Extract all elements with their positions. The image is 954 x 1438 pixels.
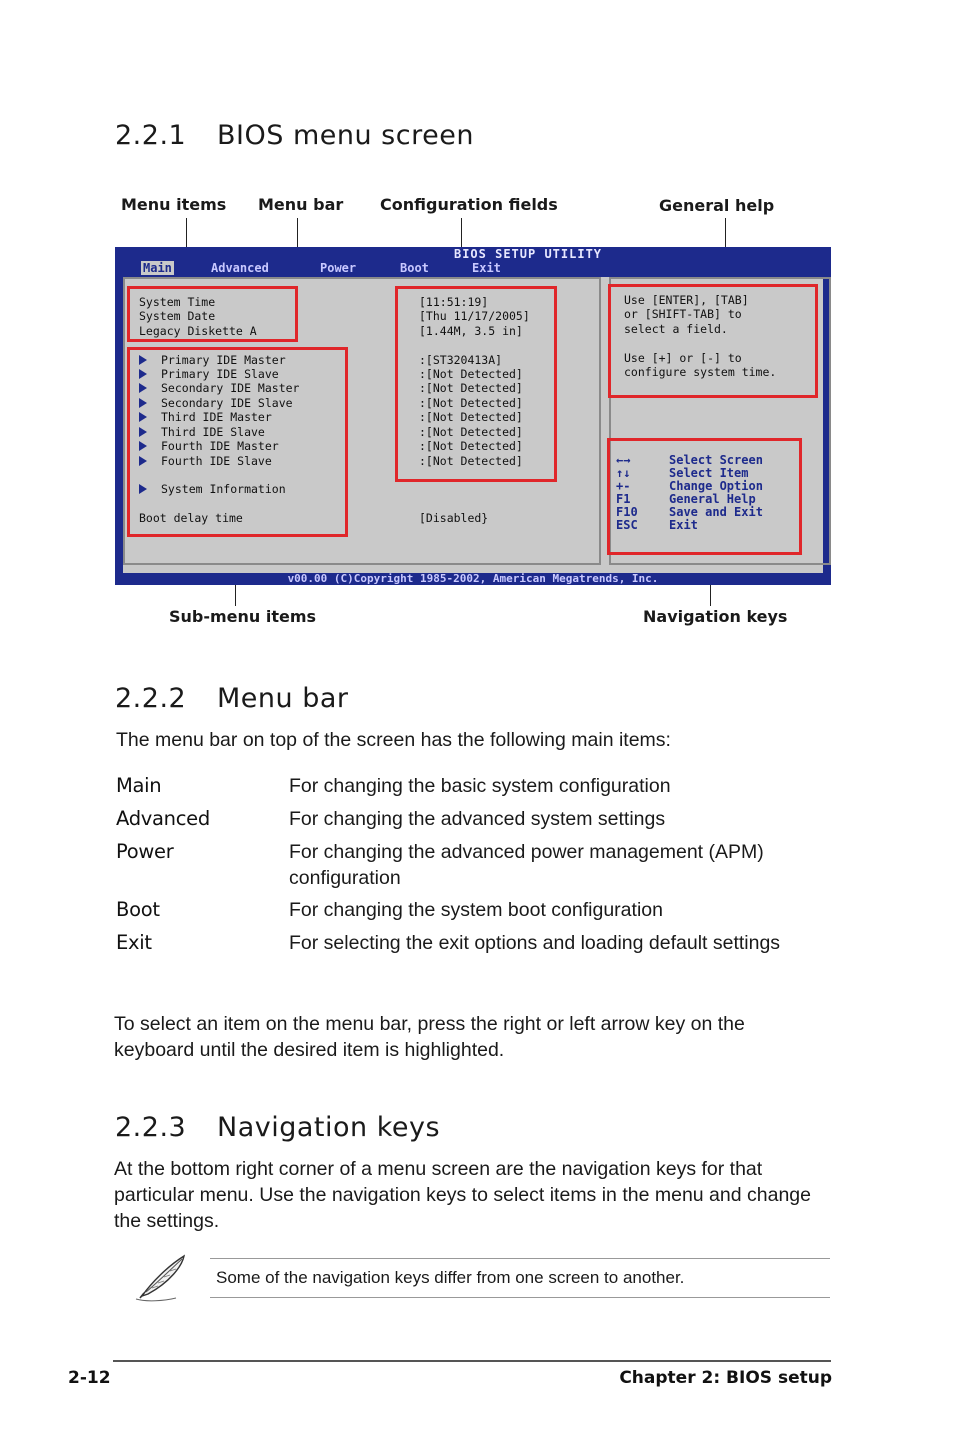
bios-help-line: or [SHIFT-TAB] to (624, 307, 742, 321)
bios-submenu[interactable]: Secondary IDE Slave (139, 396, 293, 411)
menu-bar-intro: The menu bar on top of the screen has the following main items: (116, 729, 671, 751)
section-heading-2-2-2: 2.2.2 Menu bar (115, 683, 349, 714)
highlight-menu-items (127, 286, 298, 342)
highlight-general-help (608, 284, 818, 398)
bios-submenu-value: :[Not Detected] (419, 425, 523, 439)
nav-key-action: Exit (669, 518, 698, 532)
bios-title: BIOS SETUP UTILITY (453, 247, 603, 261)
bios-help-line: select a field. (624, 322, 728, 336)
bios-menu-power[interactable]: Power (320, 261, 357, 275)
bios-submenu[interactable]: Third IDE Slave (139, 425, 265, 440)
desc-advanced: For changing the advanced system settings (289, 808, 666, 830)
footer-chapter: Chapter 2: BIOS setup (619, 1368, 832, 1388)
callout-sub-menu-items: Sub-menu items (169, 607, 317, 626)
bios-item-system-date[interactable]: System Date (139, 309, 216, 323)
bios-menu-advanced[interactable]: Advanced (211, 261, 269, 275)
bios-submenu-value: :[Not Detected] (419, 439, 523, 453)
bios-copyright-bar: v00.00 (C)Copyright 1985-2002, American Megatrends, Inc. (115, 573, 831, 585)
bios-help-line: Use [+] or [-] to (624, 351, 742, 365)
menu-bar-outro: To select an item on the menu bar, press the right or left arrow key on the keyboard until the desired item is highlighted. (114, 1013, 745, 1061)
bios-submenu[interactable]: Fourth IDE Slave (139, 454, 272, 469)
note-box (210, 1258, 830, 1298)
bios-help-line: configure system time. (624, 365, 777, 379)
bios-submenu[interactable]: Primary IDE Master (139, 353, 286, 368)
term-boot: Boot (116, 898, 160, 921)
callout-menu-items: Menu items (121, 195, 227, 214)
nav-key-action: Save and Exit (669, 505, 763, 519)
bios-submenu-value: :[Not Detected] (419, 454, 523, 468)
pen-note-icon (134, 1252, 190, 1302)
bios-item-boot-delay[interactable]: Boot delay time (139, 511, 243, 525)
nav-key-action: General Help (669, 492, 756, 506)
nav-key-action: Change Option (669, 479, 763, 493)
bios-submenu-value: :[Not Detected] (419, 381, 523, 395)
bios-submenu[interactable]: Primary IDE Slave (139, 367, 279, 382)
footer-page-number: 2-12 (68, 1368, 111, 1388)
nav-key: +- (616, 479, 631, 493)
callout-general-help: General help (659, 196, 775, 215)
bios-submenu-value: :[Not Detected] (419, 410, 523, 424)
bios-item-system-time[interactable]: System Time (139, 295, 216, 309)
callout-menu-bar: Menu bar (258, 195, 344, 214)
section-heading-2-2-3: 2.2.3 Navigation keys (115, 1112, 441, 1143)
bios-menu-main[interactable]: Main (143, 261, 172, 275)
bios-value-boot-delay[interactable]: [Disabled} (419, 511, 489, 525)
bios-submenu-value: :[Not Detected] (419, 367, 523, 381)
callout-configuration-fields: Configuration fields (380, 195, 558, 214)
bios-value-system-date[interactable]: [Thu 11/17/2005] (419, 309, 530, 323)
highlight-navigation-keys (607, 438, 802, 555)
term-exit: Exit (116, 931, 152, 954)
bios-submenu-value: :[Not Detected] (419, 396, 523, 410)
note-text: Some of the navigation keys differ from one screen to another. (216, 1268, 685, 1287)
bios-value-legacy-diskette[interactable]: [1.44M, 3.5 in] (419, 324, 523, 338)
highlight-sub-menu-items (127, 347, 348, 537)
desc-boot: For changing the system boot configuration (289, 899, 663, 921)
nav-key: ESC (616, 518, 638, 532)
desc-main: For changing the basic system configuration (289, 775, 671, 797)
bios-submenu-value: :[ST320413A] (419, 353, 503, 367)
nav-key: ←→ (616, 453, 631, 467)
bios-menu-exit[interactable]: Exit (472, 261, 501, 275)
bios-value-system-time[interactable]: [11:51:19] (419, 295, 489, 309)
desc-power: For changing the advanced power management (APM) configuration (289, 841, 764, 889)
bios-submenu[interactable]: Third IDE Master (139, 410, 272, 425)
nav-key: F10 (616, 505, 638, 519)
term-power: Power (116, 840, 174, 863)
bios-menu-boot[interactable]: Boot (400, 261, 429, 275)
term-main: Main (116, 774, 162, 797)
bios-submenu-system-information[interactable]: System Information (139, 482, 286, 497)
bios-help-line: Use [ENTER], [TAB] (624, 293, 749, 307)
bios-submenu[interactable]: Fourth IDE Master (139, 439, 279, 454)
bios-submenu[interactable]: Secondary IDE Master (139, 381, 299, 396)
highlight-configuration-fields (395, 286, 557, 482)
nav-key: F1 (616, 492, 631, 506)
navigation-keys-body: At the bottom right corner of a menu screen are the navigation keys for that particular menu. Use the navigation keys to select items in the menu and change the settings. (114, 1158, 811, 1232)
term-advanced: Advanced (116, 807, 210, 830)
desc-exit: For selecting the exit options and loading default settings (289, 932, 781, 954)
section-heading-2-2-1: 2.2.1 BIOS menu screen (115, 120, 474, 151)
bios-item-legacy-diskette[interactable]: Legacy Diskette A (139, 324, 257, 338)
callout-navigation-keys: Navigation keys (643, 607, 788, 626)
nav-key: ↑↓ (616, 466, 631, 480)
nav-key-action: Select Screen (669, 453, 763, 467)
nav-key-action: Select Item (669, 466, 749, 480)
leader-line-menu-bar (297, 218, 298, 248)
footer-rule (113, 1360, 831, 1362)
